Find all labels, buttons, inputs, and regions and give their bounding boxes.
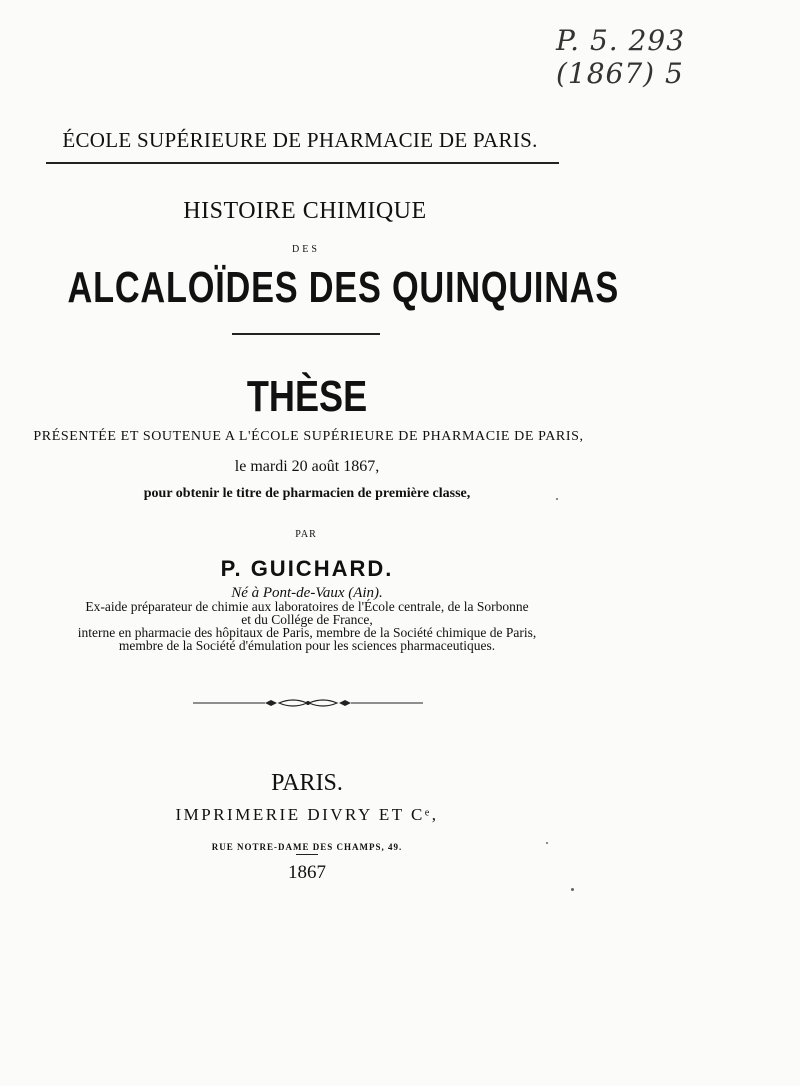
these-heading: THÈSE — [246, 372, 368, 421]
ornamental-divider — [193, 696, 423, 710]
credentials-line: Ex-aide préparateur de chimie aux laboratoires de l'École centrale, de la Sorbonne — [85, 599, 529, 614]
main-title: ALCALOÏDES DES QUINQUINAS — [67, 263, 620, 312]
header-rule — [46, 162, 559, 164]
title-rule — [232, 333, 380, 335]
credentials-line: interne en pharmacie des hôpitaux de Paris, membre de la Société chimique de Paris, — [77, 625, 537, 640]
par-label: PAR — [295, 529, 317, 540]
paper-speck — [546, 842, 548, 844]
credentials-line: membre de la Société d'émulation pour les sciences pharmaceutiques. — [118, 638, 496, 653]
credentials-line: et du Collége de France, — [241, 612, 373, 627]
author-birthplace: Né à Pont-de-Vaux (Ain). — [231, 585, 383, 601]
author-name: P. GUICHARD. — [220, 556, 394, 581]
title-line-1: HISTOIRE CHIMIQUE — [183, 198, 427, 224]
printer-address: RUE NOTRE-DAME DES CHAMPS, 49. — [211, 842, 403, 852]
school-header: ÉCOLE SUPÉRIEURE DE PHARMACIE DE PARIS. — [62, 128, 538, 152]
printer-name: IMPRIMERIE DIVRY ET Cᵉ, — [175, 805, 439, 824]
paper-speck — [571, 888, 574, 891]
title-connector: DES — [292, 244, 320, 255]
author-credentials — [0, 600, 614, 652]
paper-speck — [556, 498, 558, 500]
degree-line: pour obtenir le titre de pharmacien de première classe, — [143, 486, 471, 501]
handwritten-shelfmark: P. 5. 293 (1867) 5 — [556, 24, 686, 90]
imprint-city: PARIS. — [271, 770, 343, 796]
presentation-line: PRÉSENTÉE ET SOUTENUE A L'ÉCOLE SUPÉRIEURE DE PHARMACIE DE PARIS, — [33, 429, 584, 444]
defense-date: le mardi 20 août 1867, — [234, 458, 380, 475]
publication-year: 1867 — [288, 862, 326, 883]
imprint-rule — [296, 854, 318, 855]
